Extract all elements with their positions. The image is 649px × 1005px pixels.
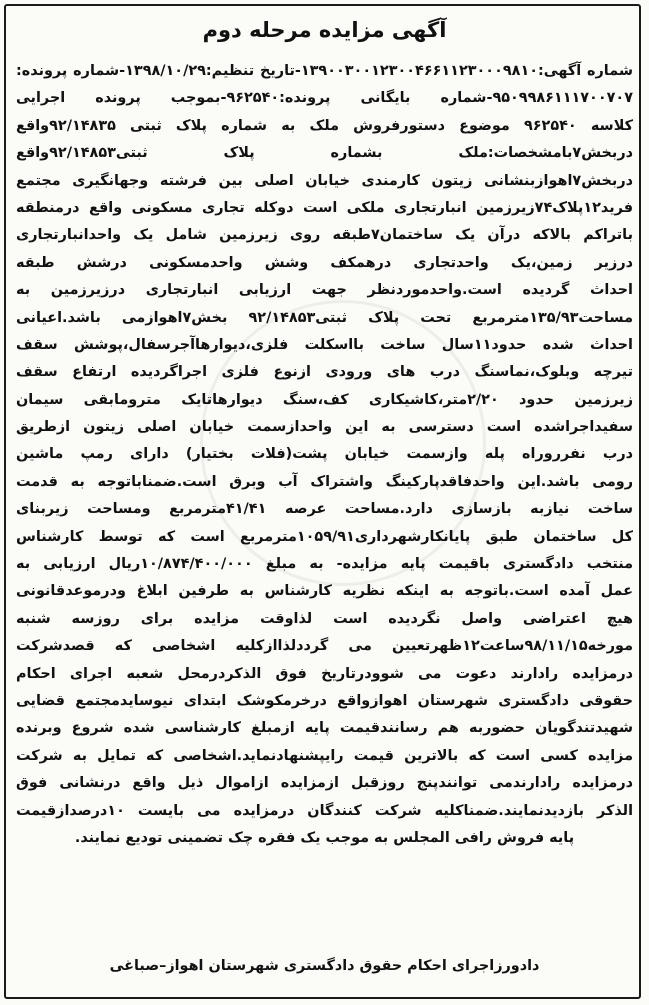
notice-line: الذکر بازدیدنمایند.ضمناکلیه شرکت کنندگان درمزایده می بایست ۱۰درصدازقیمت <box>16 802 633 819</box>
notice-line: هیچ اعتراضی واصل نگردیده است لذاوقت مزایده برای روزسه شنبه <box>16 610 633 627</box>
notice-line: فرید۱۲پلاک۷۴زیرزمین انبارتجاری ملکی است دوکله تجاری مسکونی واقع درمنطقه <box>16 199 633 216</box>
notice-line: درب نفرروراه پله وازسمت خیابان پشت(فلات بختیار) دارای رمپ ماشین <box>16 446 633 463</box>
notice-line: حقوقی دادگستری شهرستان اهوازواقع درخرمکوشک ابتدای نیوسایدمجتمع قضایی <box>16 692 633 709</box>
notice-line: ساخت نیازبه بازسازی دارد.مساحت عرصه ۴۱/۴۱مترمربع ومساحت زیربنای <box>16 501 633 518</box>
notice-line: درمزایده رادارندمی توانندپنج روزقبل ازمزایده ازاموال ذیل واقع درنشانی فوق <box>16 775 633 792</box>
notice-line: تیرچه وبلوک،نماسنگ درب های ورودی ازنوع فلزی اجراگردیده ارتفاع سقف <box>16 364 633 381</box>
notice-line: احداث شده حدود۱۱سال ساخت بااسکلت فلزی،دیوارهاآجرسفال،پوشش سقف <box>16 336 633 353</box>
notice-line: زیرزمین حدود ۲/۲۰متر،کاشیکاری کف،سنگ دیوارهاتایک مترومابقی سیمان <box>16 391 633 408</box>
notice-line: احداث گردیده است.واحدموردنظر جهت ارزیابی انبارتجاری درزیرزمین به <box>16 282 633 299</box>
notice-line: پایه فروش رافی المجلس به موجب یک فقره چک تضمینی تودیع نمایند. <box>74 829 575 846</box>
notice-line: شهیدتندگویان حضوربه هم رسانندقیمت پایه ازمبلغ کارشناسی شده شروع وبرنده <box>16 720 633 737</box>
notice-title: آگهی مزایده مرحله دوم <box>202 18 447 42</box>
notice-line: مورخه۹۸/۱۱/۱۵ساعت۱۲ظهرتعیین می گرددلذاازکلیه اشخاصی که قصدشرکت <box>16 638 633 655</box>
notice-line: رومی باشد.این واحدفاقدپارکینگ واشتراک آب وبرق است.ضمناباتوجه به قدمت <box>16 473 633 490</box>
notice-line: دربخش۷اهوازبنشانی زیتون کارمندی خیابان اصلی بین فرشته وجهانگیری مجتمع <box>16 172 633 189</box>
notice-line: مزایده کسی است که بالاترین قیمت رایپشنهادنماید.اشخاصی که تمایل به شرکت <box>16 747 633 764</box>
notice-line: کلاسه ۹۶۲۵۴۰ موضوع دستورفروش ملک به شماره پلاک ثبتی ۹۲/۱۴۸۳۵واقع <box>16 117 633 134</box>
notice-line: شماره آگهی:۱۳۹۰۰۳۰۰۱۲۳۰۰۴۶۶۱۱۲۳۰۰۰۹۸۱۰-تاریخ تنظیم:۱۳۹۸/۱۰/۲۹-شماره پرونده: <box>16 63 633 79</box>
notice-body <box>16 58 633 852</box>
notice-line: باتراکم بالاکه درآن یک ساختمان۷طبقه روی زیرزمین شامل یک واحدانبارتجاری <box>16 227 633 244</box>
notice-line: منتخب دادگستری باقیمت پایه مزایده- به مبلغ ۱۰/۸۷۴/۴۰۰/۰۰۰ریال ارزیابی به <box>16 556 633 573</box>
notice-line: عمل آمده است.باتوجه به اینکه نظریه کارشناس به طرفین ابلاغ ودرموعدقانونی <box>16 583 633 600</box>
notice-line: درمزایده رادارند دعوت می شوودرتاریخ فوق الذکردرمحل شعبه اجرای احکام <box>16 665 633 682</box>
notice-line: سفیداجراشده است دسترسی به این واحدازسمت خیابان اصلی زیتون ازطریق <box>16 419 633 436</box>
notice-line: درزیر زمین،یک واحدتجاری درهمکف وشش واحدمسکونی درشش طبقه <box>16 254 633 271</box>
notice-line: مساحت۱۳۵/۹۳مترمربع تحت پلاک ثبتی۹۲/۱۴۸۵۳ بخش۷اهوازمی باشد.اعیانی <box>16 309 633 326</box>
notice-line: دربخش۷بامشخصات:ملک بشماره پلاک ثبتی۹۲/۱۴۸۵۳واقع <box>16 145 633 162</box>
notice-line: ۹۵۰۹۹۸۶۱۱۱۷۰۰۷۰۷-شماره بایگانی پرونده:۹۶۲۵۴۰-بموجب پرونده اجرایی <box>16 90 633 107</box>
notice-signature: دادورزاجرای احکام حقوق دادگستری شهرستان اهواز–صباغی <box>109 958 540 974</box>
notice-line: کل ساختمان طبق پایانکارشهرداری۱۰۵۹/۹۱مترمربع است که توسط کارشناس <box>16 528 633 545</box>
